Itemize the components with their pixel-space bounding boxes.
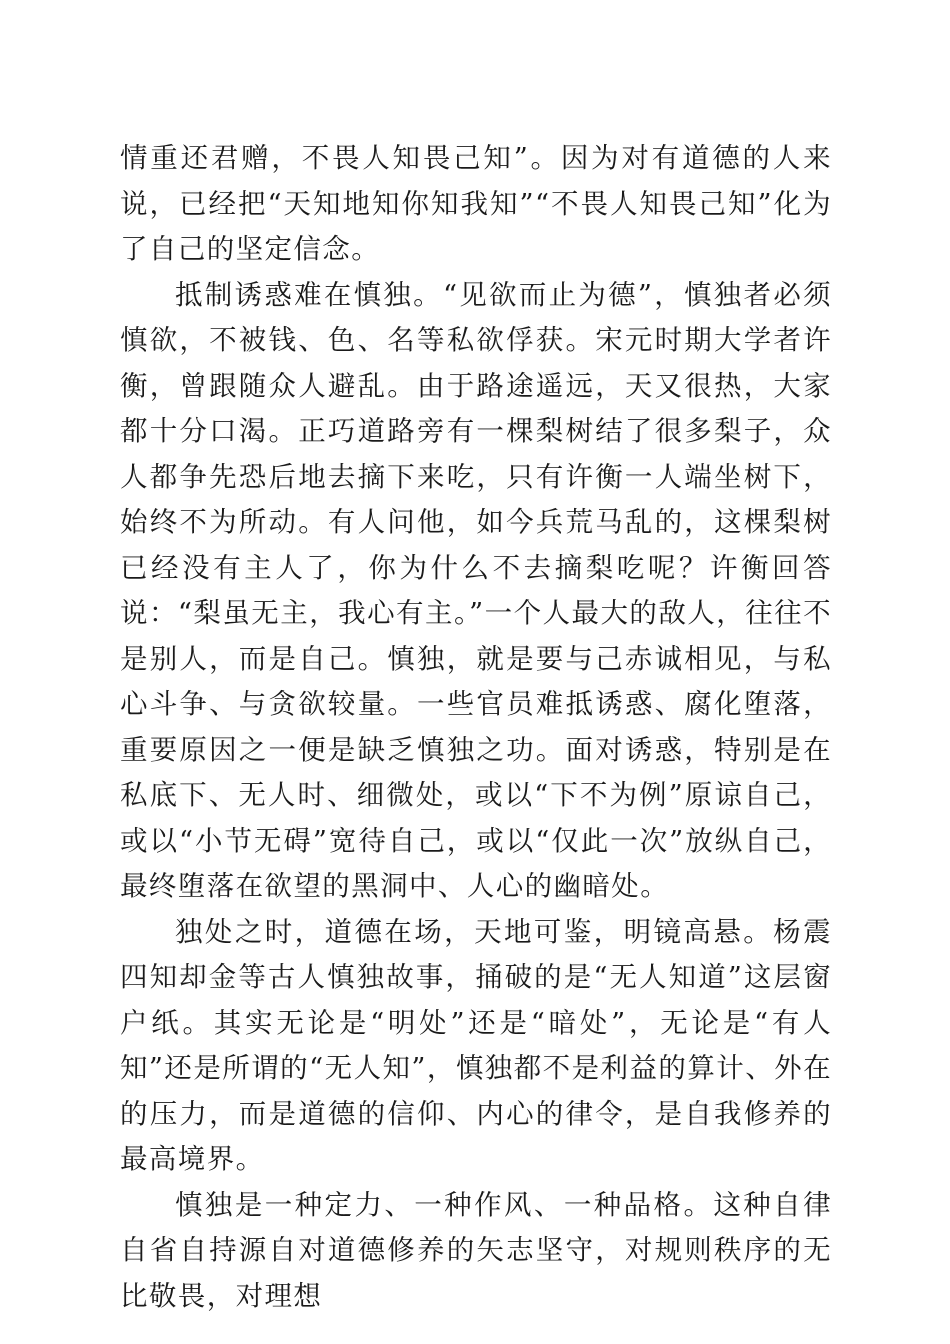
- paragraph-self-discipline: 慎独是一种定力、一种作风、一种品格。这种自律自省自持源自对道德修养的矢志坚守，对规则秩序的无比敬畏，对理想: [120, 1188, 832, 1312]
- document-body: [120, 136, 832, 1319]
- paragraph-solitude: 独处之时，道德在场，天地可鉴，明镜高悬。杨震四知却金等古人慎独故事，捅破的是“无人知道”这层窗户纸。其实无论是“明处”还是“暗处”，无论是“有人知”还是所谓的“无人知”，慎独都不是利益的算计、外在的压力，而是道德的信仰、内心的律令，是自我修养的最高境界。: [120, 915, 832, 1175]
- paragraph-temptation: 抵制诱惑难在慎独。“见欲而止为德”，慎独者必须慎欲，不被钱、色、名等私欲俘获。宋元时期大学者许衡，曾跟随众人避乱。由于路途遥远，天又很热，大家都十分口渴。正巧道路旁有一棵梨树结了很多梨子，众人都争先恐后地去摘下来吃，只有许衡一人端坐树下，始终不为所动。有人问他，如今兵荒马乱的，这棵梨树已经没有主人了，你为什么不去摘梨吃呢？许衡回答说：“梨虽无主，我心有主。”一个人最大的敌人，往往不是别人，而是自己。慎独，就是要与己赤诚相见，与私心斗争、与贪欲较量。一些官员难抵诱惑、腐化堕落，重要原因之一便是缺乏慎独之功。面对诱惑，特别是在私底下、无人时、细微处，或以“下不为例”原谅自己，或以“小节无碍”宽待自己，或以“仅此一次”放纵自己，最终堕落在欲望的黑洞中、人心的幽暗处。: [120, 278, 832, 902]
- paragraph-continuation: 情重还君赠，不畏人知畏己知”。因为对有道德的人来说，已经把“天知地知你知我知”“不畏人知畏己知”化为了自己的坚定信念。: [120, 142, 832, 265]
